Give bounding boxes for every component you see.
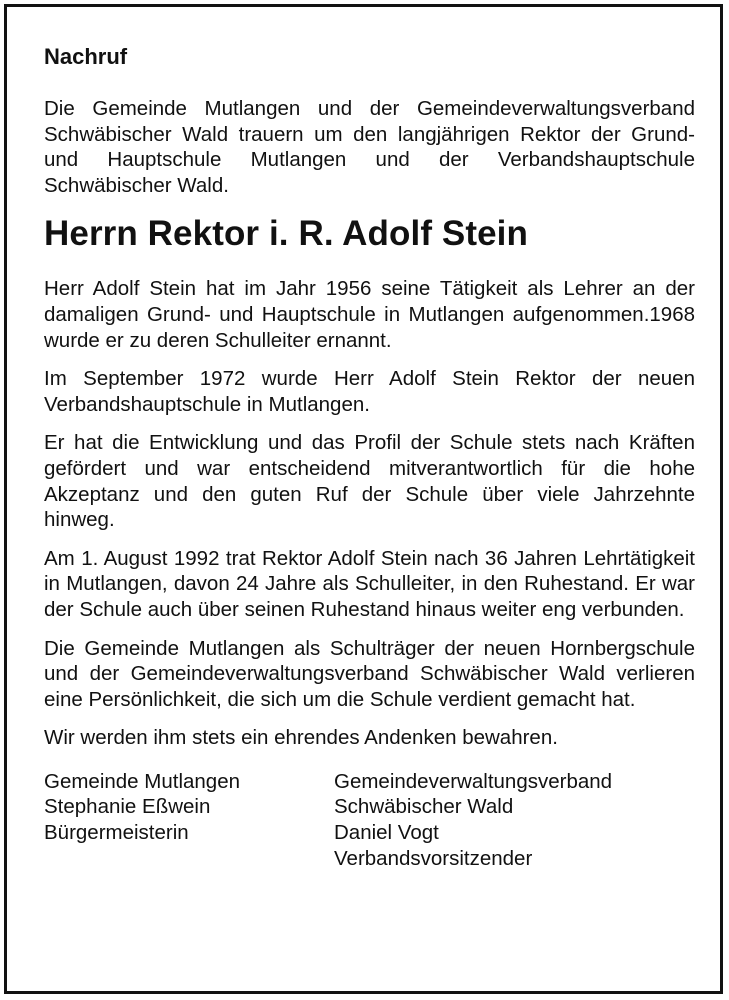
paragraph-tribute: Die Gemeinde Mutlangen als Schulträger der neuen Hornbergschule und der Gemeindeverwaltungsverband Schwäbischer Wald verlieren eine Persönlichkeit, die sich um die Schule verdient gemacht hat. [44,636,695,711]
signature-right [334,769,612,871]
closing-line: Wir werden ihm stets ein ehrendes Andenken bewahren. [44,726,558,750]
signature-block [44,769,695,871]
paragraph-career-start: Herr Adolf Stein hat im Jahr 1956 seine Tätigkeit als Lehrer an der damaligen Grund- und Hauptschule in Mutlangen aufgenommen.1968 wurde er zu deren Schulleiter ernannt. [44,277,695,352]
notice-heading: Nachruf [44,44,128,69]
paragraph-school-development: Er hat die Entwicklung und das Profil der Schule stets nach Kräften gefördert und war entscheidend mitverantwortlich für die hohe Akzeptanz und den guten Ruf der Schule über viele Jahrzehnte hinweg. [44,431,695,532]
signature-left-line: Stephanie Eßwein [44,795,211,819]
notice-frame [4,4,723,994]
notice-content [44,43,695,871]
signature-right-line: Verbandsvorsitzender [334,846,533,870]
signature-right-line: Gemeindeverwaltungsverband [334,769,613,793]
paragraph-retirement: Am 1. August 1992 trat Rektor Adolf Stein nach 36 Jahren Lehrtätigkeit in Mutlangen, davon 24 Jahre als Schulleiter, in den Ruhestand. Er war der Schule auch über seinen Ruhestand hinaus weiter eng verbunden. [44,546,695,621]
signature-right-line: Daniel Vogt [334,821,439,845]
signature-left-line: Gemeinde Mutlangen [44,769,241,793]
signature-left-line: Bürgermeisterin [44,821,189,845]
deceased-name: Herrn Rektor i. R. Adolf Stein [44,214,528,254]
signature-left [44,769,334,871]
signature-right-line: Schwäbischer Wald [334,795,514,819]
paragraph-rector-appointment: Im September 1972 wurde Herr Adolf Stein Rektor der neuen Verbandshauptschule in Mutlangen. [44,367,695,416]
intro-text: Die Gemeinde Mutlangen und der Gemeindeverwaltungsverband Schwäbischer Wald trauern um den langjährigen Rektor der Grund- und Hauptschule Mutlangen und der Verbandshauptschule Schwäbischer Wald. [44,97,695,197]
